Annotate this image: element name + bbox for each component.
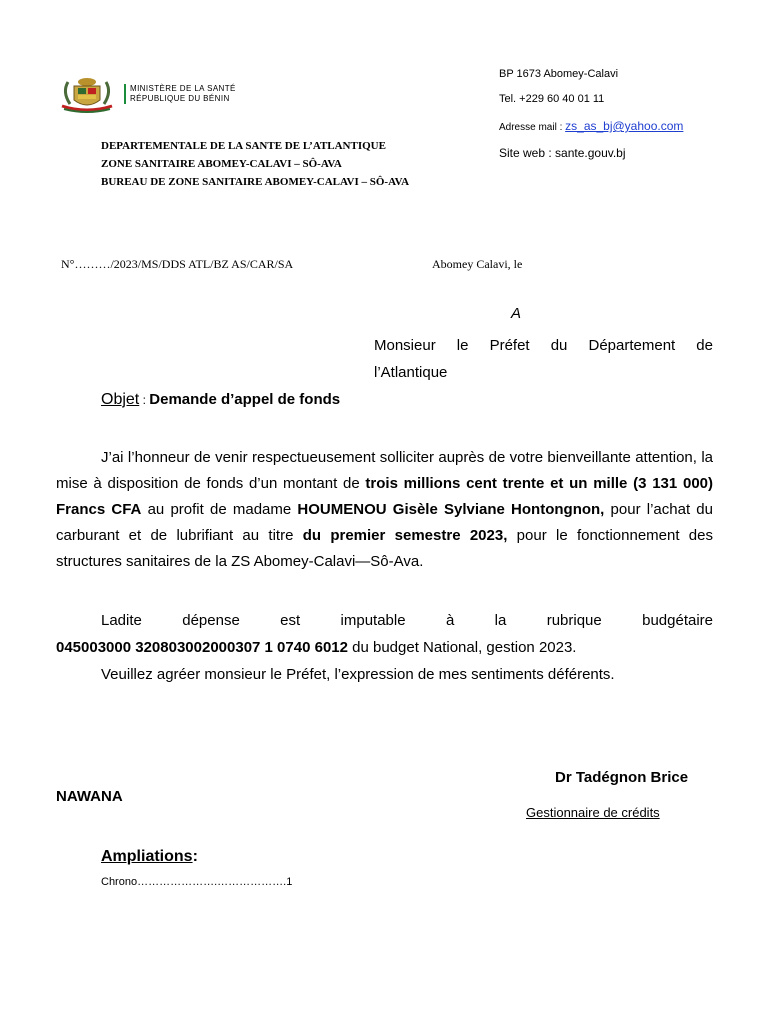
contact-site: Site web : sante.gouv.bj xyxy=(499,146,626,160)
body-paragraph-1 xyxy=(56,445,713,575)
p1-part-4: pour le fonctionnement des structures sanitaires de la ZS Abomey-Calavi—Sô-Ava. xyxy=(56,527,713,570)
signature-name-line-1: Dr Tadégnon Brice xyxy=(555,769,689,786)
contact-bp: BP 1673 Abomey-Calavi xyxy=(499,68,619,80)
ampliations-colon: : xyxy=(192,848,198,865)
ampliations-label: Ampliations xyxy=(101,848,193,865)
republic-name: RÉPUBLIQUE DU BÉNIN xyxy=(130,94,230,103)
budget-code: 045003000 320803002000307 1 0740 6012 xyxy=(56,639,348,656)
coat-of-arms-logo xyxy=(56,74,118,114)
recipient-a: A xyxy=(511,305,522,322)
p1-part-1: J’ai l’honneur de venir respectueusement solliciter auprès de votre bienveillante attention, la mise à disposition de fonds d’un montant de xyxy=(56,449,713,492)
object-label: Objet xyxy=(101,391,140,408)
contact-email xyxy=(499,120,683,134)
department-header xyxy=(101,137,409,191)
p1-amount: trois millions cent trente et un mille (3 131 000) Francs CFA xyxy=(56,475,713,518)
p1-beneficiary: HOUMENOU Gisèle Sylviane Hontongnon, xyxy=(297,501,605,518)
object-text: Demande d’appel de fonds xyxy=(149,391,341,408)
contact-tel: Tel. +229 60 40 01 11 xyxy=(499,93,605,105)
department-line-3: BUREAU DE ZONE SANITAIRE ABOMEY-CALAVI – SÔ-AVA xyxy=(101,176,410,188)
email-link[interactable]: zs_as_bj@yahoo.com xyxy=(565,119,684,133)
body-paragraph-2-line-2 xyxy=(56,637,576,659)
budget-rest: du budget National, gestion 2023. xyxy=(347,639,577,656)
ministry-logo-text xyxy=(124,84,254,104)
department-line-2: ZONE SANITAIRE ABOMEY-CALAVI – SÔ-AVA xyxy=(101,158,342,170)
recipient-line-2: l’Atlantique xyxy=(374,364,448,381)
place-date: Abomey Calavi, le xyxy=(432,257,523,271)
p1-part-2: au profit de madame xyxy=(141,501,298,518)
ampliations-heading xyxy=(101,848,198,866)
body-paragraph-2-line-1: Ladite dépense est imputable à la rubrique budgétaire xyxy=(101,612,713,629)
chrono-line: Chrono………………….……………….1 xyxy=(101,876,293,888)
object-line xyxy=(101,391,340,409)
body-paragraph-3: Veuillez agréer monsieur le Préfet, l’expression de mes sentiments déférents. xyxy=(101,666,615,683)
department-line-1: DEPARTEMENTALE DE LA SANTE DE L’ATLANTIQUE xyxy=(101,140,386,152)
email-label: Adresse mail : xyxy=(499,122,566,133)
signature-name-line-2: NAWANA xyxy=(56,788,123,805)
p1-part-3: pour l’achat du carburant et de lubrifiant au titre xyxy=(56,501,713,544)
reference-number: N°………/2023/MS/DDS ATL/BZ AS/CAR/SA xyxy=(61,257,294,271)
signature-title: Gestionnaire de crédits xyxy=(526,805,660,820)
p1-period: du premier semestre 2023, xyxy=(302,527,508,544)
ministry-name: MINISTÈRE DE LA SANTÉ xyxy=(130,84,236,93)
recipient-line-1: Monsieur le Préfet du Département de xyxy=(374,337,713,354)
object-sep: : xyxy=(139,393,150,407)
